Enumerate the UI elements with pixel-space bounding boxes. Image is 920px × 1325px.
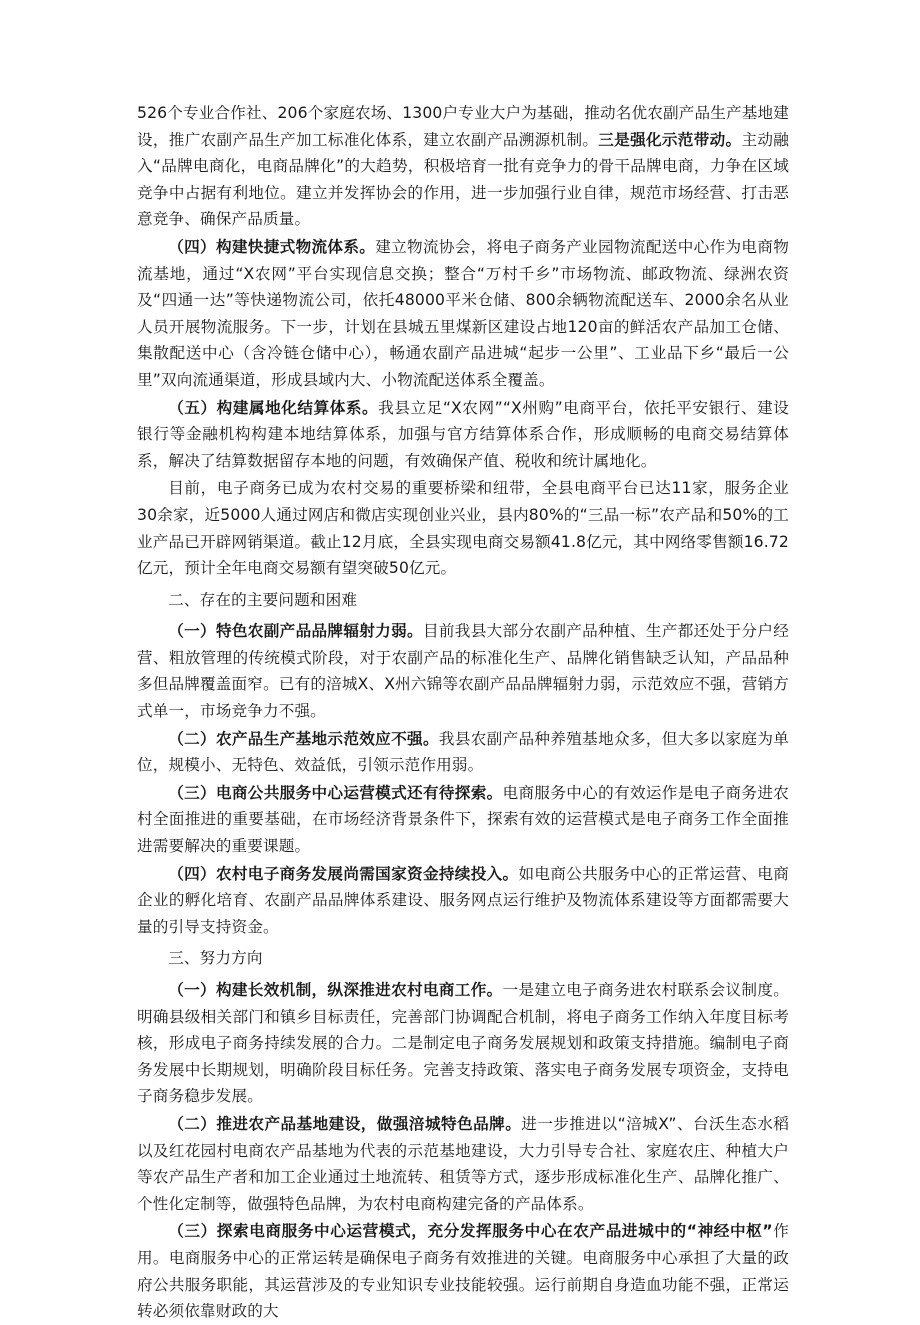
paragraph-problem-1: [137, 618, 789, 724]
paragraph-text: 进一步推进以“涪城X”、台沃生态水稻以及红花园村电商农产品基地为代表的示范基地建设，大力引导专合社、家庭农庄、种植大户等农产品生产者和加工企业通过土地流转、租赁等方式，逐步形成标准化生产、品牌化推广、个性化定制等，做强特色品牌，为农村电商构建完备的产品体系。: [137, 1114, 789, 1213]
paragraph-problem-2: [137, 726, 789, 779]
paragraph-lead: （三）电商公共服务中心运营模式还有待探索。: [168, 783, 503, 802]
section-heading-problems: 二、存在的主要问题和困难: [168, 590, 358, 609]
paragraph-settlement: [137, 395, 789, 475]
paragraph-direction-1: [137, 977, 789, 1110]
paragraph-lead: （四）构建快捷式物流体系。: [168, 237, 376, 256]
paragraph-lead: （二）农产品生产基地示范效应不强。: [168, 729, 439, 748]
paragraph-lead: （一）特色农副产品品牌辐射力弱。: [168, 622, 423, 641]
paragraph-text: 如电商公共服务中心的正常运营、电商企业的孵化培育、农副产品品牌体系建设、服务网点运行维护及物流体系建设等方面都需要大量的引导支持资金。: [137, 864, 789, 936]
paragraph-problem-3: [137, 780, 789, 860]
paragraph-text: 目前我县大部分农副产品种植、生产都还处于分户经营、粗放管理的传统模式阶段，对于农副产品的标准化生产、品牌化销售缺乏认知，产品品种多但品牌覆盖面窄。已有的涪城X、X州六锦等农副产品品牌辐射力弱，示范效应不强，营销方式单一，市场竞争力不强。: [137, 622, 789, 721]
paragraph-lead: （一）构建长效机制，纵深推进农村电商工作。: [168, 981, 503, 999]
paragraph-lead: 三是强化示范带动。: [598, 130, 742, 149]
paragraph-summary: [137, 475, 789, 581]
paragraph-direction-2: [137, 1111, 789, 1217]
paragraph-text: 我县农副产品种养殖基地众多，但大多以家庭为单位，规模小、无特色、效益低，引领示范作用弱。: [137, 729, 789, 775]
paragraph-continuation: [137, 100, 789, 233]
paragraph-direction-3: [137, 1218, 789, 1324]
paragraph-lead: （五）构建属地化结算体系。: [168, 398, 379, 417]
paragraph-text: 作用。电商服务中心的正常运转是确保电子商务有效推进的关键。电商服务中心承担了大量的政府公共服务职能，其运营涉及的专业知识专业技能较强。运行前期自身造血功能不强，正常运转必须依靠财政的大: [137, 1222, 790, 1321]
paragraph-problem-4: [137, 861, 789, 941]
paragraph-lead: （二）推进农产品基地建设，做强涪城特色品牌。: [168, 1114, 522, 1133]
paragraph-text: 526个专业合作社、206个家庭农场、1300户专业大户为基础，推动名优农副产品生产基地建设，推广农副产品生产加工标准化体系，建立农副产品溯源机制。: [137, 104, 789, 149]
section-heading-directions: 三、努力方向: [168, 949, 263, 968]
paragraph-text: 目前，电子商务已成为农村交易的重要桥梁和纽带，全县电商平台已达11家，服务企业30余家，近5000人通过网店和微店实现创业兴业，县内80%的“三品一标”农产品和50%的工业产品已开辟网销渠道。截止12月底，全县实现电商交易额41.8亿元，其中网络零售额16.72亿元，预计全年电商交易额有望突破50亿元。: [137, 479, 789, 578]
paragraph-logistics: [137, 234, 789, 394]
paragraph-lead: （四）农村电子商务发展尚需国家资金持续投入。: [168, 864, 519, 883]
paragraph-text: 一是建立电子商务进农村联系会议制度。明确县级相关部门和镇乡目标责任，完善部门协调配合机制，将电子商务工作纳入年度目标考核，形成电子商务持续发展的合力。二是制定电子商务发展规划和政策支持措施。编制电子商务发展中长期规划，明确阶段目标任务。完善支持政策、落实电子商务发展专项资金，支持电子商务稳步发展。: [137, 981, 790, 1106]
paragraph-text: 主动融入“品牌电商化，电商品牌化”的大趋势，积极培育一批有竞争力的骨干品牌电商，力争在区域竞争中占据有利地位。建立并发挥协会的作用，进一步加强行业自律，规范市场经营、打击恶意竞争、确保产品质量。: [137, 130, 789, 229]
paragraph-text: 建立物流协会，将电子商务产业园物流配送中心作为电商物流基地，通过“X农网”平台实现信息交换；整合“万村千乡”市场物流、邮政物流、绿洲农资及“四通一达”等快递物流公司，依托48000平米仓储、800余辆物流配送车、2000余名从业人员开展物流服务。下一步，计划在县城五里煤新区建设占地120亩的鲜活农产品加工仓储、集散配送中心（含冷链仓储中心），畅通农副产品进城“起步一公里”、工业品下乡“最后一公里”双向流通渠道，形成县域内大、小物流配送体系全覆盖。: [137, 237, 789, 389]
paragraph-lead: （三）探索电商服务中心运营模式，充分发挥服务中心在农产品进城中的“神经中枢”: [168, 1222, 773, 1241]
paragraph-text: 电商服务中心的有效运作是电子商务进农村全面推进的重要基础，在市场经济背景条件下，探索有效的运营模式是电子商务工作全面推进需要解决的重要课题。: [137, 783, 790, 856]
paragraph-text: 我县立足“X农网”“X州购”电商平台，依托平安银行、建设银行等金融机构构建本地结算体系，加强与官方结算体系合作，形成顺畅的电商交易结算体系，解决了结算数据留存本地的问题，有效确保产值、税收和统计属地化。: [137, 398, 789, 470]
